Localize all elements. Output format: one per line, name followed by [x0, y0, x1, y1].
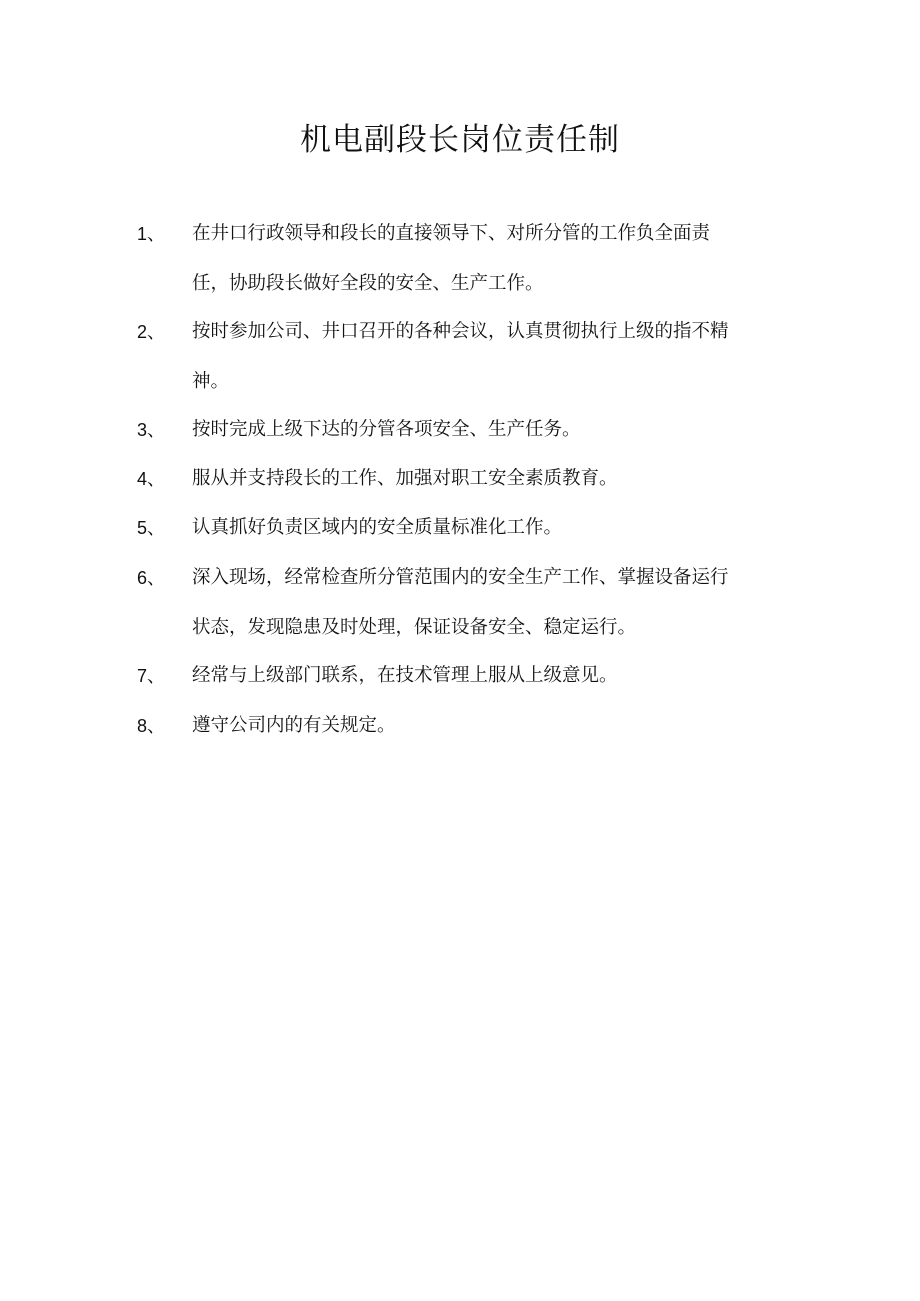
item-text-line: 神。	[192, 371, 230, 392]
item-text-line: 在井口行政领导和段长的直接领导下、对所分管的工作负全面责	[192, 223, 711, 244]
item-number: 4、	[137, 469, 166, 489]
item-number: 1、	[137, 224, 166, 244]
item-text-line: 经常与上级部门联系，在技术管理上服从上级意见。	[192, 665, 618, 686]
item-text-line: 认真抓好负责区域内的安全质量标准化工作。	[192, 517, 563, 538]
item-text-line: 状态，发现隐患及时处理，保证设备安全、稳定运行。	[192, 617, 637, 638]
item-text-line: 按时参加公司、井口召开的各种会议，认真贯彻执行上级的指不精	[192, 321, 729, 342]
item-text-line: 服从并支持段长的工作、加强对职工安全素质教育。	[192, 468, 618, 489]
item-number: 3、	[137, 420, 166, 440]
item-number: 6、	[137, 568, 166, 588]
item-number: 5、	[137, 518, 166, 538]
item-number: 8、	[137, 716, 166, 736]
item-text-line: 遵守公司内的有关规定。	[192, 715, 396, 736]
item-text-line: 按时完成上级下达的分管各项安全、生产任务。	[192, 419, 581, 440]
item-number: 7、	[137, 666, 166, 686]
item-text-line: 任，协助段长做好全段的安全、生产工作。	[192, 273, 544, 294]
item-number: 2、	[137, 322, 166, 342]
item-text-line: 深入现场，经常检查所分管范围内的安全生产工作、掌握设备运行	[192, 567, 729, 588]
page-title: 机电副段长岗位责任制	[300, 122, 620, 158]
